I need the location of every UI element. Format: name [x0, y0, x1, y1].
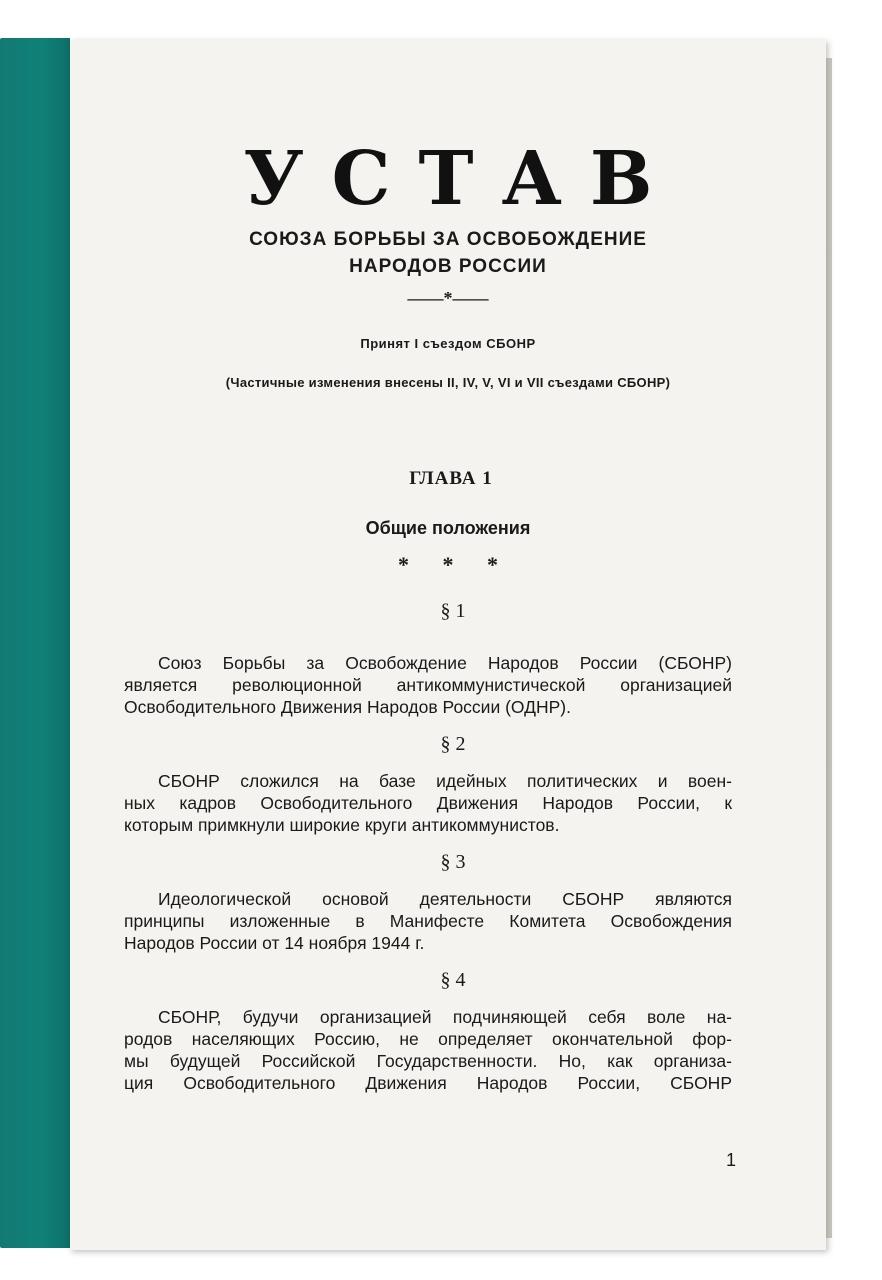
- section-paragraph: [124, 770, 732, 836]
- subtitle-line: НАРОДОВ РОССИИ: [349, 256, 547, 277]
- chapter-heading: ГЛАВА 1: [409, 468, 493, 489]
- section-stars: * * *: [398, 552, 512, 577]
- section-paragraph: [124, 652, 732, 718]
- section-paragraph: [124, 888, 732, 954]
- page-number: 1: [725, 1150, 736, 1170]
- adopted-note: Принят I съездом СБОНР: [360, 336, 536, 351]
- paragraph-line: Идеологической основой деятельности СБОНР являются: [158, 889, 732, 909]
- paragraph-line: Освободительного Движения Народов России (ОДНР).: [124, 697, 571, 717]
- paragraph-line: СБОНР сложился на базе идейных политических и воен-: [158, 771, 732, 791]
- book-cover-edge: [0, 38, 70, 1248]
- section-paragraph: [124, 1006, 732, 1094]
- title-divider: ——*——: [407, 288, 489, 308]
- paragraph-line: Союз Борьбы за Освобождение Народов России (СБОНР): [158, 653, 732, 673]
- paragraph-line: мы будущей Российской Государственности. Но, как организа-: [124, 1051, 732, 1071]
- section-heading: § 3: [440, 851, 466, 873]
- paragraph-line: которым примкнули широкие круги антикоммунистов.: [124, 815, 560, 835]
- paragraph-line: является революционной антикоммунистической организацией: [124, 675, 732, 695]
- paragraph-line: родов населяющих Россию, не определяет окончательной фор-: [124, 1029, 732, 1049]
- document-page: [70, 40, 826, 1250]
- paragraph-line: ных кадров Освободительного Движения Народов России, к: [124, 793, 732, 813]
- section-heading: § 2: [440, 733, 466, 755]
- paragraph-line: принципы изложенные в Манифесте Комитета Освобождения: [124, 911, 732, 931]
- section-heading: § 4: [440, 969, 466, 991]
- paragraph-line: ция Освободительного Движения Народов России, СБОНР: [124, 1073, 732, 1093]
- chapter-name: Общие положения: [365, 518, 531, 538]
- paragraph-line: Народов России от 14 ноября 1944 г.: [124, 933, 425, 953]
- subtitle-line: СОЮЗА БОРЬБЫ ЗА ОСВОБОЖДЕНИЕ: [249, 229, 647, 250]
- paragraph-line: СБОНР, будучи организацией подчиняющей себя воле на-: [158, 1007, 732, 1027]
- amendments-note: (Частичные изменения внесены II, IV, V, VI и VII съездами СБОНР): [225, 375, 671, 390]
- document-title: УСТАВ: [243, 136, 681, 222]
- section-heading: § 1: [440, 600, 466, 622]
- document-subtitle: [70, 226, 826, 280]
